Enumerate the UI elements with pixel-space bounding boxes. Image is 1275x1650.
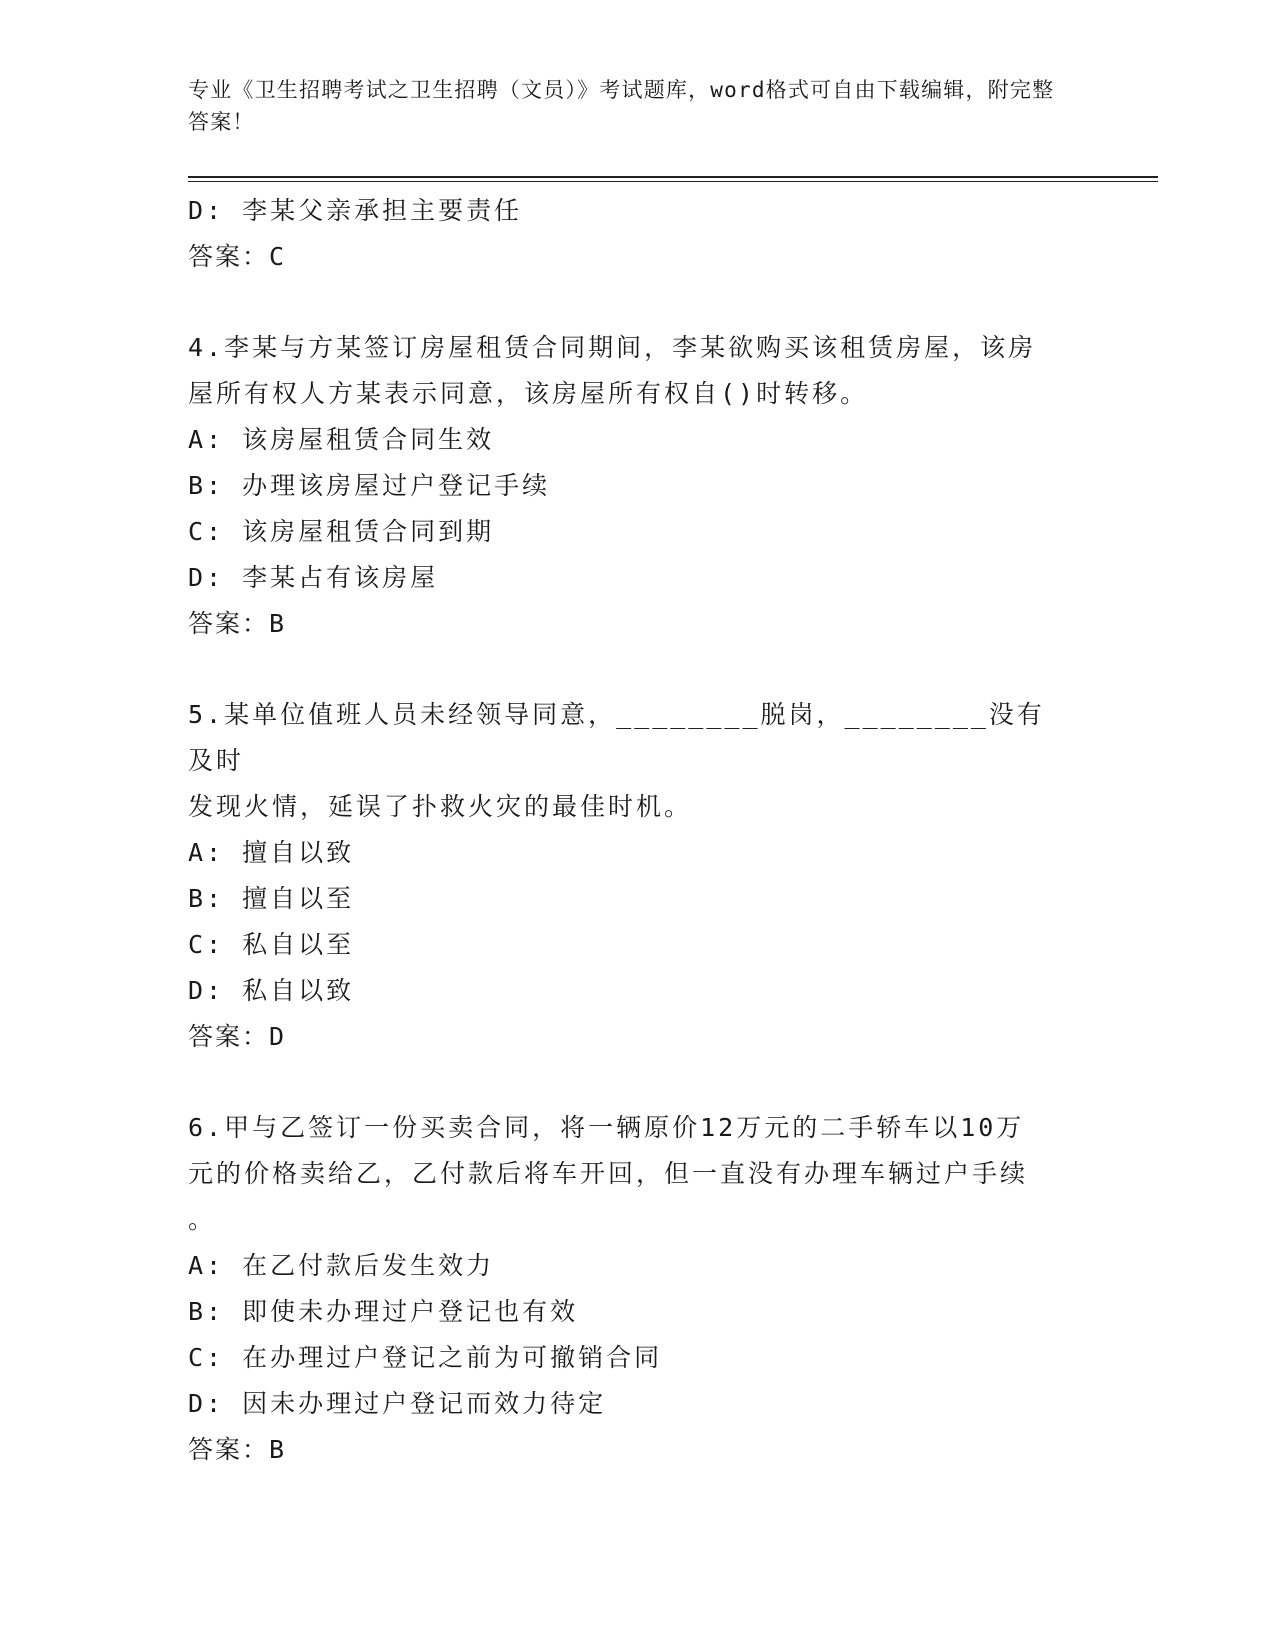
header-divider-thin [188,181,1158,182]
option-d: D: 李某父亲承担主要责任 [188,196,523,225]
question-stem: 6.甲与乙签订一份买卖合同，将一辆原价12万元的二手轿车以10万 [188,1113,1025,1142]
previous-question-tail [188,188,1068,280]
option-a: A: 该房屋租赁合同生效 [188,425,495,454]
option-b: B: 即使未办理过户登记也有效 [188,1297,579,1326]
answer-line [188,601,1068,647]
option-b: B: 办理该房屋过户登记手续 [188,471,551,500]
answer-value: D [269,1022,286,1051]
question-stem: 屋所有权人方某表示同意，该房屋所有权自()时转移。 [188,379,869,408]
option-d: D: 李某占有该房屋 [188,563,439,592]
question-stem: 5.某单位值班人员未经领导同意，________脱岗，________没有及时 [188,700,1045,775]
answer-value: C [269,242,286,271]
answer-line [188,1427,1068,1473]
answer-value: B [269,609,286,638]
question-list [188,188,1068,1473]
answer-line [188,1014,1068,1060]
question-stem: 4.李某与方某签订房屋租赁合同期间，李某欲购买该租赁房屋，该房 [188,333,1037,362]
answer-label: 答案： [188,1435,270,1464]
option-a: A: 擅自以致 [188,838,355,867]
option-b: B: 擅自以至 [188,884,355,913]
question-5 [188,692,1068,1060]
question-6 [188,1105,1068,1473]
question-stem: 发现火情，延误了扑救火灾的最佳时机。 [188,792,693,821]
header-divider-thick [188,176,1158,178]
answer-value: B [269,1435,286,1464]
answer-line [188,234,1068,280]
question-stem: 。 [188,1205,217,1234]
answer-label: 答案： [188,1022,270,1051]
answer-label: 答案： [188,242,270,271]
answer-label: 答案： [188,609,270,638]
option-c: C: 该房屋租赁合同到期 [188,517,495,546]
question-4 [188,325,1068,647]
option-d: D: 因未办理过户登记而效力待定 [188,1389,607,1418]
option-a: A: 在乙付款后发生效力 [188,1251,495,1280]
option-c: C: 私自以至 [188,930,355,959]
option-c: C: 在办理过户登记之前为可撤销合同 [188,1343,663,1372]
option-d: D: 私自以致 [188,976,355,1005]
question-stem: 元的价格卖给乙，乙付款后将车开回，但一直没有办理车辆过户手续 [188,1159,1029,1188]
document-header: 专业《卫生招聘考试之卫生招聘（文员）》考试题库，word格式可自由下载编辑，附完整答案！ [188,78,1055,134]
